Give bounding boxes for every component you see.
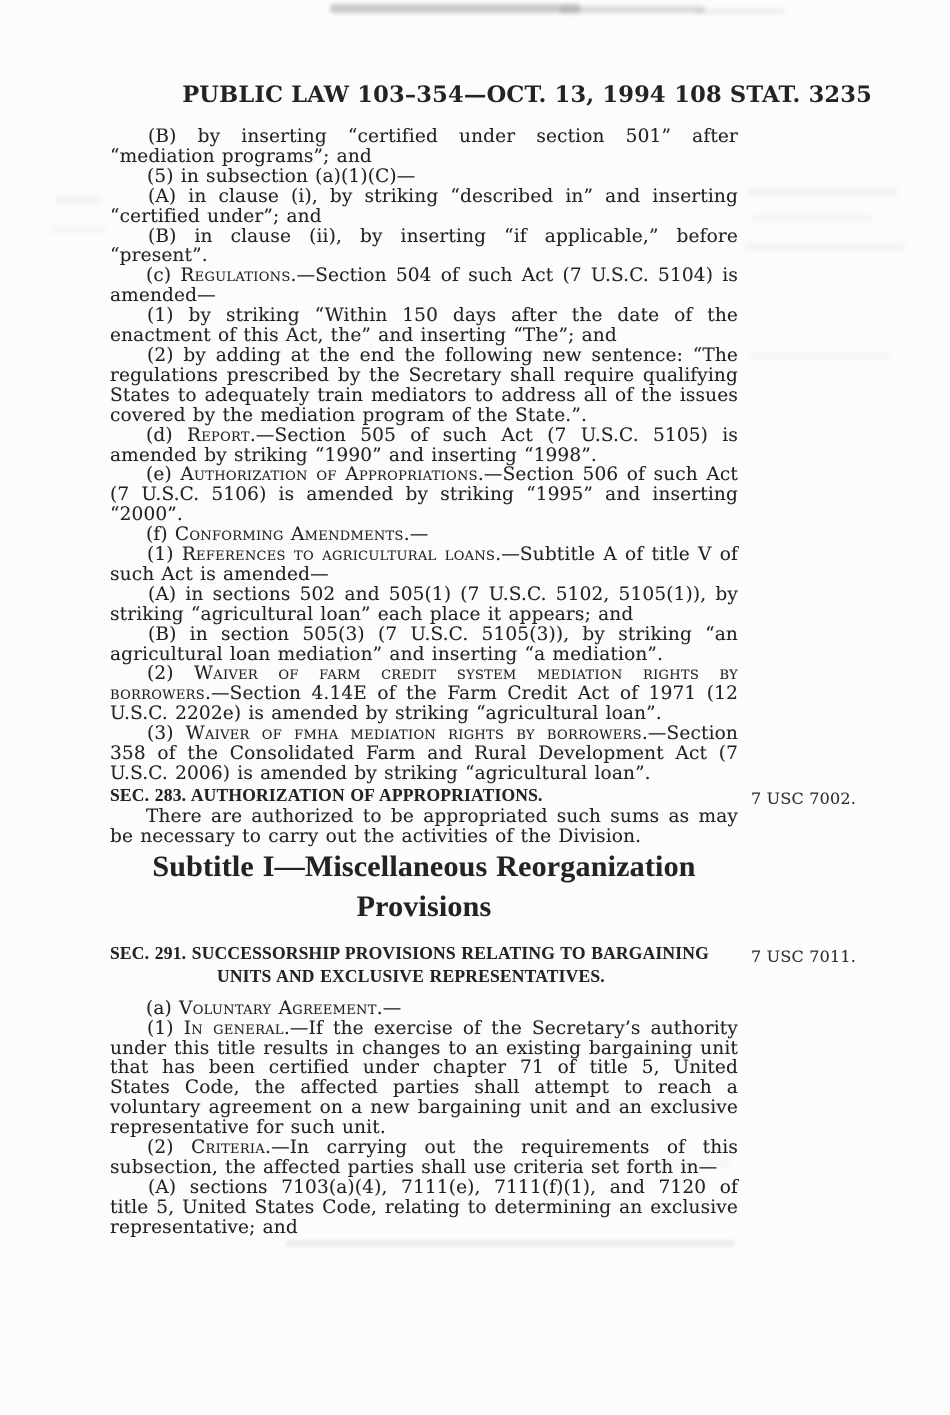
scan-artifact (745, 243, 905, 251)
section-heading (110, 784, 857, 808)
margin-note: 7 USC 7002. (751, 788, 857, 808)
statute-body (110, 126, 857, 1238)
small-caps-run: Report (187, 424, 250, 446)
scan-artifact (55, 196, 103, 204)
scan-artifact (695, 9, 785, 14)
statute-paragraph (110, 545, 738, 585)
text-run: (2) (147, 663, 194, 685)
text-run: (B) by inserting “certified under section 501” after “mediation programs”; and (110, 126, 738, 167)
text-run: (1) by striking “Within 150 days after the date of the enactment of this Act, the” and inserting “The”; and (110, 305, 738, 347)
margin-note: 7 USC 7011. (751, 946, 857, 966)
small-caps-run: References to agricultural loans (181, 544, 496, 566)
text-run: (5) in subsection (a)(1)(C)— (147, 165, 416, 187)
text-run: .—Subtitle A of title V of such Act is amended— (110, 544, 738, 585)
text-run: Provisions (356, 889, 492, 923)
text-run: (c) (146, 265, 181, 287)
statute-citation: 108 STAT. 3235 (674, 82, 872, 108)
statute-paragraph (110, 1178, 738, 1238)
text-run: .—Section 504 of such Act (7 U.S.C. 5104) is amended— (110, 265, 738, 307)
text-run: (a) (146, 997, 180, 1019)
text-run: .—Section 505 of such Act (7 U.S.C. 5105) is amended by striking “1990” and inserting “1998”. (110, 424, 739, 466)
statute-paragraph (110, 664, 738, 724)
text-run: (A) in sections 502 and 505(1) (7 U.S.C. 5102, 5105(1)), by striking “agricultural loan” each place it appears; and (110, 583, 738, 625)
text-run: .—Section 358 of the Consolidated Farm and Rural Development Act (7 U.S.C. 2006) is amended by striking “agricultural loan”. (110, 723, 738, 784)
small-caps-run: In general (183, 1017, 284, 1039)
text-run: .—If the exercise of the Secretary’s authority under this title results in changes to an existing bargaining unit that has been certified under chapter 71 of title 5, United States Code, the affected parties shall attempt to reach a voluntary agreement on a new bargaining unit and an exclusive representative for such unit. (110, 1017, 738, 1139)
small-caps-run: Criteria (191, 1137, 266, 1159)
text-run: There are authorized to be appropriated such sums as may be necessary to carry out the activities of the Division. (110, 805, 738, 847)
statute-paragraph (110, 625, 738, 665)
text-run: .—Section 4.14E of the Farm Credit Act of 1971 (12 U.S.C. 2202e) is amended by striking “agricultural loan”. (110, 683, 738, 725)
section-heading (110, 942, 857, 988)
statute-paragraph (110, 1138, 738, 1178)
text-run: (d) (146, 424, 187, 446)
text-run: (A) in clause (i), by striking “described in” and inserting “certified under”; and (110, 185, 738, 227)
statute-paragraph (110, 266, 738, 306)
statute-paragraph (110, 346, 738, 426)
text-run: (1) (147, 1017, 184, 1039)
text-run: (B) in clause (ii), by inserting “if applicable,” before “present”. (110, 225, 738, 267)
statute-paragraph (110, 127, 738, 167)
text-run: .— (403, 524, 429, 546)
statute-paragraph (110, 187, 738, 227)
scan-artifact (285, 1240, 735, 1247)
statute-paragraph (110, 585, 738, 625)
scan-artifact (748, 188, 898, 196)
scan-artifact (560, 6, 705, 13)
statute-paragraph (110, 167, 738, 187)
text-run: (2) by adding at the end the following new sentence: “The regulations prescribed by the Secretary shall require qualifying States to adequately train mediators to address all of the issues covered by the mediation program of the State.”. (110, 344, 738, 426)
text-run: (f) (146, 524, 175, 546)
statute-paragraph (110, 306, 738, 346)
running-header (110, 82, 872, 108)
text-run: SEC. 283. AUTHORIZATION OF APPROPRIATIONS. (110, 784, 543, 805)
small-caps-run: Waiver of fmha mediation rights by borrowers (185, 723, 642, 745)
text-run: SEC. 291. SUCCESSORSHIP PROVISIONS RELATING TO BARGAINING UNITS AND EXCLUSIVE REPRESENTATIVES. (110, 942, 709, 986)
text-run: Subtitle I—Miscellaneous Reorganization (152, 849, 696, 883)
text-run: (3) (147, 723, 186, 745)
small-caps-run: Regulations (180, 265, 291, 287)
scan-artifact (750, 352, 890, 360)
text-run: .—In carrying out the requirements of this subsection, the affected parties shall use criteria set forth in— (110, 1137, 738, 1178)
small-caps-run: Voluntary Agreement (179, 997, 377, 1019)
text-run: .— (376, 997, 402, 1019)
statute-paragraph (110, 227, 738, 267)
scan-artifact (752, 214, 872, 222)
statute-paragraph (110, 525, 738, 545)
statute-paragraph (110, 465, 738, 525)
small-caps-run: Authorization of Appropriations (180, 464, 478, 486)
subtitle (110, 847, 738, 927)
text-run: .—Section 506 of such Act (7 U.S.C. 5106) is amended by striking “1995” and inserting “2000”. (110, 464, 738, 526)
scan-artifact (330, 4, 580, 13)
text-run: (1) (147, 544, 182, 566)
text-run: (e) (146, 464, 181, 486)
statute-paragraph (110, 1019, 738, 1138)
statute-paragraph (110, 724, 738, 784)
text-run: (2) (147, 1137, 192, 1159)
statute-paragraph (110, 426, 738, 466)
statute-paragraph (110, 999, 738, 1019)
statute-paragraph (110, 807, 738, 847)
scan-artifact (50, 225, 105, 233)
law-title: PUBLIC LAW 103–354—OCT. 13, 1994 (182, 82, 666, 108)
small-caps-run: Waiver of farm credit system mediation rights by borrowers (110, 663, 738, 705)
text-run: (A) sections 7103(a)(4), 7111(e), 7111(f)(1), and 7120 of title 5, United States Code, relating to determining an exclusive representative; and (110, 1176, 738, 1238)
text-run: (B) in section 505(3) (7 U.S.C. 5105(3)), by striking “an agricultural loan mediation” and inserting “a mediation”. (110, 623, 738, 665)
small-caps-run: Conforming Amendments (174, 524, 404, 546)
